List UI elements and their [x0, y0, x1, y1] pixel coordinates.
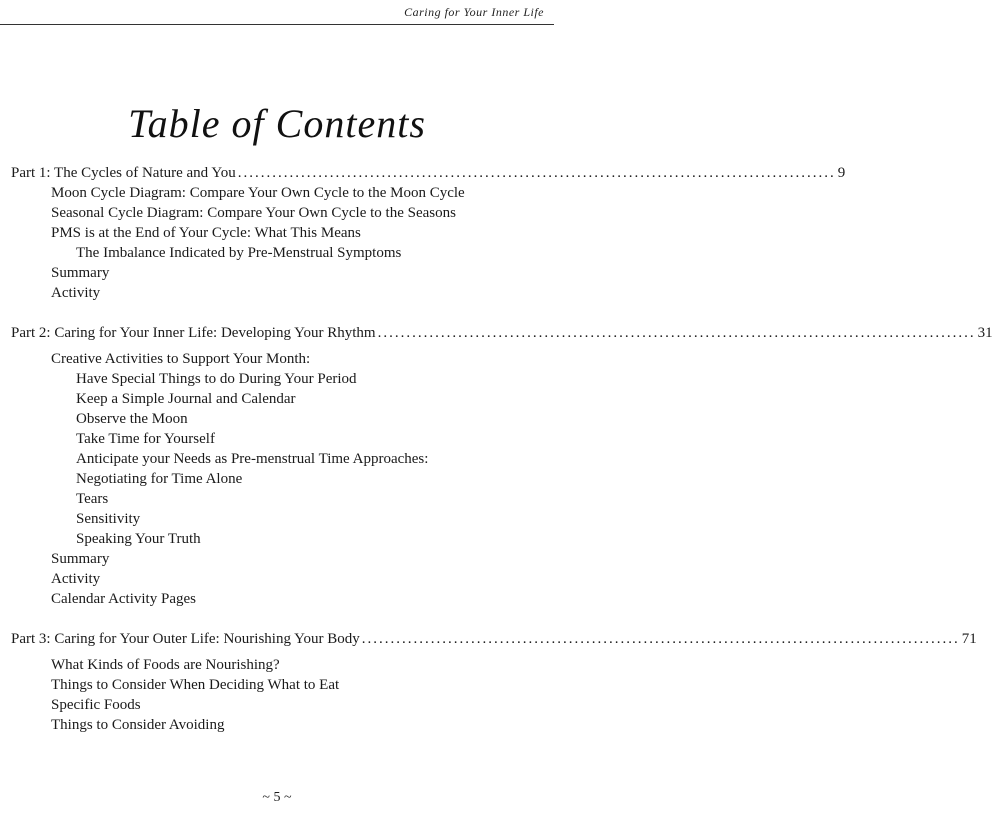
page-number: ~ 5 ~ [262, 790, 292, 805]
toc-entry[interactable]: Calendar Activity Pages [51, 591, 196, 607]
dot-leader: ........................................................................................................ [361, 631, 960, 647]
toc-entry[interactable]: PMS is at the End of Your Cycle: What This Means [51, 225, 361, 241]
toc-part-1[interactable] [0, 163, 846, 183]
dot-leader: ........................................................................................................ [237, 165, 836, 181]
section-spacer [0, 303, 554, 323]
toc-entry[interactable]: Specific Foods [51, 697, 141, 713]
toc-subentry[interactable]: Observe the Moon [76, 411, 188, 427]
toc-subentry[interactable]: Tears [76, 491, 109, 507]
toc-entry[interactable]: Summary [51, 265, 110, 281]
toc-page-number: 71 [961, 631, 977, 647]
toc-subentry[interactable]: Keep a Simple Journal and Calendar [76, 391, 296, 407]
toc-entry[interactable]: Things to Consider Avoiding [51, 717, 225, 733]
toc-part-label: Part 1: The Cycles of Nature and You [11, 165, 236, 181]
toc-entry[interactable]: What Kinds of Foods are Nourishing? [51, 657, 280, 673]
toc-entry[interactable]: Activity [51, 571, 101, 587]
toc-page-number: 9 [837, 165, 846, 181]
table-of-contents [0, 163, 993, 735]
toc-entry[interactable]: Summary [51, 551, 110, 567]
toc-entry[interactable]: Creative Activities to Support Your Month: [51, 351, 311, 367]
toc-subentry[interactable]: Have Special Things to do During Your Period [76, 371, 357, 387]
page-title: Table of Contents [128, 101, 426, 146]
toc-subentry[interactable]: Negotiating for Time Alone [76, 471, 243, 487]
toc-part-label: Part 3: Caring for Your Outer Life: Nourishing Your Body [11, 631, 360, 647]
header-rule [0, 24, 554, 25]
toc-entry[interactable]: Things to Consider When Deciding What to Eat [51, 677, 340, 693]
toc-subentry[interactable]: Take Time for Yourself [76, 431, 215, 447]
toc-subentry[interactable]: Anticipate your Needs as Pre-menstrual Time Approaches: [76, 451, 429, 467]
toc-part-label: Part 2: Caring for Your Inner Life: Developing Your Rhythm [11, 325, 376, 341]
toc-subentry[interactable]: The Imbalance Indicated by Pre-Menstrual Symptoms [76, 245, 402, 261]
toc-subentry[interactable]: Sensitivity [76, 511, 141, 527]
toc-page-number: 31 [977, 325, 993, 341]
section-spacer [0, 609, 554, 629]
toc-entry[interactable]: Activity [51, 285, 101, 301]
running-header: Caring for Your Inner Life [404, 5, 544, 19]
toc-subentry[interactable]: Speaking Your Truth [76, 531, 201, 547]
toc-entry[interactable]: Moon Cycle Diagram: Compare Your Own Cycle to the Moon Cycle [51, 185, 465, 201]
toc-entry[interactable]: Seasonal Cycle Diagram: Compare Your Own Cycle to the Seasons [51, 205, 456, 221]
toc-part-2[interactable] [0, 323, 993, 343]
dot-leader: ........................................................................................................ [377, 325, 976, 341]
toc-part-3[interactable] [0, 629, 977, 649]
